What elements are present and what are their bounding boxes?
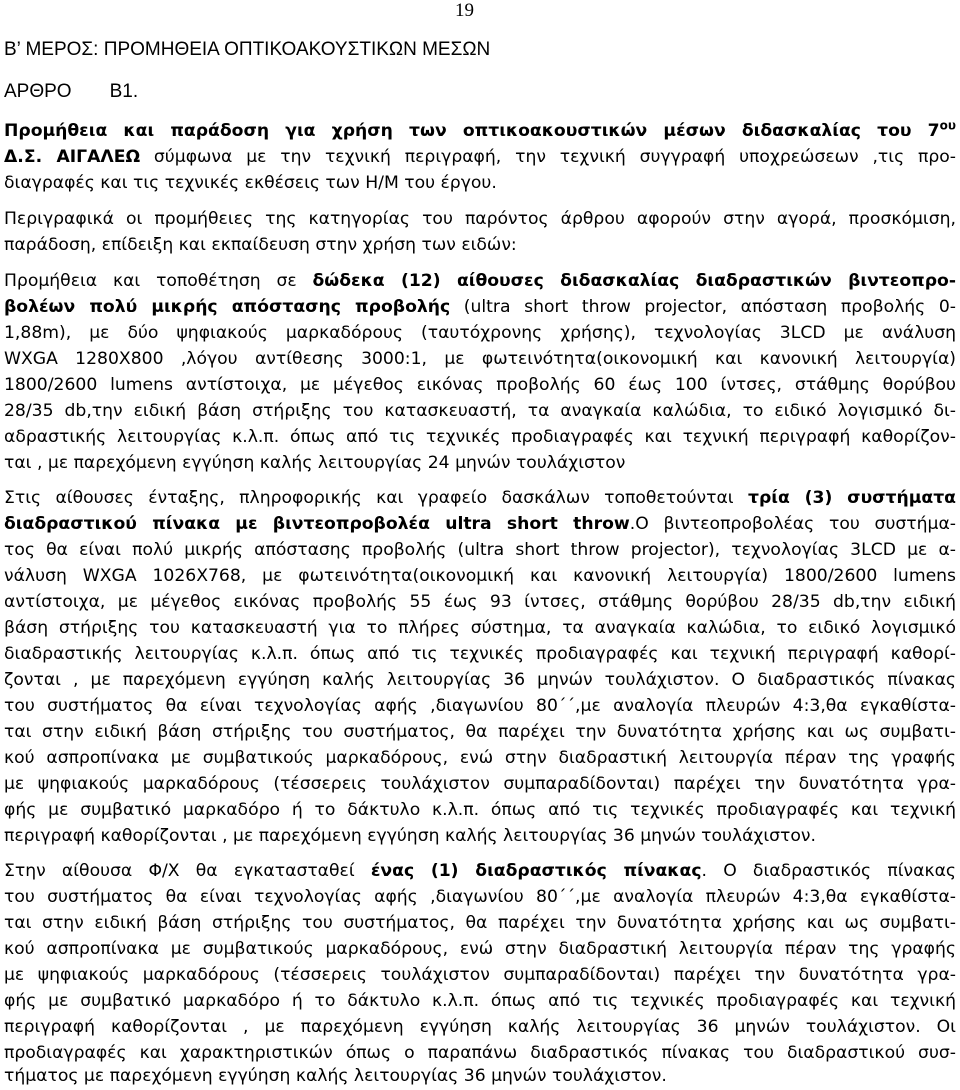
p1-line-1: Προμήθεια και τοποθέτηση σε δώδεκα (12) αίθουσες διδασκαλίας διαδραστικών βιντεοπρο- xyxy=(4,271,956,291)
p3-line-9: τήματος με παρεχόμενη εγγύηση καλής λειτουργίας 36 μηνών τουλάχιστον. xyxy=(4,1066,667,1086)
p2-line-11: κού ασπροπίνακα με συμβατικούς μαρκαδόρους, ενώ στην διαδραστική λειτουργία πέραν της γραφής xyxy=(4,748,956,768)
p3-line-3: ται στην ειδική βάση στήριξης του συστήματος, θα παρέχει την δυνατότητα χρήσης και ως συμβατι- xyxy=(4,913,956,933)
p3-line-5: με ψηφιακούς μαρκαδόρους (τέσσερεις τουλάχιστον συμπαραδίδονται) παρέχει την δυνατότητα γρα- xyxy=(4,965,956,985)
p2-line-8: ζονται , με παρεχόμενη εγγύηση καλής λειτουργίας 36 μηνών τουλάχιστον. Ο διαδραστικός πίνακας xyxy=(4,670,956,690)
intro-line-1: Προμήθεια και παράδοση για χρήση των οπτικοακουστικών μέσων διδασκαλίας του $7^{o\upsilon}$ xyxy=(4,118,956,141)
p2-line-14: περιγραφή καθορίζονται , με παρεχόμενη εγγύηση καλής λειτουργίας 36 μηνών τουλάχιστον. xyxy=(4,826,816,846)
p2-line-4: νάλυση WXGA 1026X768, με φωτεινότητα(οικονομική και κανονική λειτουργία) 1800/2600 lumens xyxy=(4,566,956,586)
p3-line-2: του συστήματος θα είναι τεχνολογίας αφής ,διαγωνίου 80΄΄,με αναλογία πλευρών 4:3,θα εγκαθίστα- xyxy=(4,887,956,907)
p2-line-7: διαδραστικής λειτουργίας κ.λ.π. όπως από τις τεχνικές προδιαγραφές και τεχνική περιγραφή καθορί- xyxy=(4,644,956,664)
p3-line-1: Στην αίθουσα Φ/Χ θα εγκατασταθεί ένας (1) διαδραστικός πίνακας. Ο διαδραστικός πίνακας xyxy=(4,861,956,881)
p1-line-6: 28/35 db,την ειδική βάση στήριξης του κατασκευαστή, τα αναγκαία καλώδια, το ειδικό λογισμικό δι- xyxy=(4,401,956,421)
p2-line-12: με ψηφιακούς μαρκαδόρους (τέσσερεις τουλάχιστον συμπαραδίδονται) παρέχει την δυνατότητα γρα- xyxy=(4,774,956,794)
p3-line-4: κού ασπροπίνακα με συμβατικούς μαρκαδόρους, ενώ στην διαδραστική λειτουργία πέραν της γραφής xyxy=(4,939,956,959)
p2-line-13: φής με συμβατικό μαρκαδόρο ή το δάκτυλο κ.λ.π. όπως από τις τεχνικές προδιαγραφές και τεχνική xyxy=(4,800,956,820)
p2-line-9: του συστήματος θα είναι τεχνολογίας αφής ,διαγωνίου 80΄΄,με αναλογία πλευρών 4:3,θα εγκαθίστα- xyxy=(4,696,956,716)
p2-line-1: Στις αίθουσες ένταξης, πληροφορικής και γραφείο δασκάλων τοποθετούνται τρία (3) συστήματα xyxy=(4,488,956,508)
article-heading xyxy=(4,78,956,106)
intro-line-3: διαγραφές και τις τεχνικές εκθέσεις των Η/Μ του έργου. xyxy=(4,173,497,193)
p2-line-3: τος θα είναι πολύ μικρής απόστασης προβολής (ultra short throw projector), τεχνολογίας 3LCD με α- xyxy=(4,540,956,560)
p2-line-5: αντίστοιχα, με μέγεθος εικόνας προβολής 55 έως 93 ίντσες, στάθμης θορύβου 28/35 db,την ειδική xyxy=(4,592,956,612)
part-title: Β’ ΜΕΡΟΣ: ΠΡΟΜΗΘΕΙΑ ΟΠΤΙΚΟΑΚΟΥΣΤΙΚΩΝ ΜΕΣΩΝ xyxy=(4,39,491,60)
p1-line-4: WXGA 1280X800 ,λόγου αντίθεσης 3000:1, με φωτεινότητα(οικονομική και κανονική λειτουργία) xyxy=(4,349,956,369)
p1-line-3: 1,88m), με δύο ψηφιακούς μαρκαδόρους (ταυτόχρονης χρήσης), τεχνολογίας 3LCD με ανάλυση xyxy=(4,323,956,343)
p1-line-5: 1800/2600 lumens αντίστοιχα, με μέγεθος εικόνας προβολής 60 έως 100 ίντσες, στάθμης θορύβου xyxy=(4,375,956,395)
p2-line-10: ται στην ειδική βάση στήριξης του συστήματος, θα παρέχει την δυνατότητα χρήσης και ως συμβατι- xyxy=(4,722,956,742)
page-number: 19 xyxy=(455,0,474,21)
p2-line-2: διαδραστικού πίνακα με βιντεοπροβολέα ultra short throw.Ο βιντεοπροβολέας του συστήμα- xyxy=(4,514,956,534)
article-label: ΑΡΘΡΟ xyxy=(4,81,72,102)
p1-line-2: βολέων πολύ μικρής απόστασης προβολής (ultra short throw projector, απόσταση προβολής 0- xyxy=(4,297,956,317)
p3-line-6: φής με συμβατικό μαρκαδόρο ή το δάκτυλο κ.λ.π. όπως από τις τεχνικές προδιαγραφές και τεχνική xyxy=(4,991,956,1011)
intro-line-2: Δ.Σ. ΑΙΓΑΛΕΩ σύμφωνα με την τεχνική περιγραφή, την τεχνική συγγραφή υποχρεώσεων ,τις προ- xyxy=(4,147,956,167)
p3-line-7: περιγραφή καθορίζονται , με παρεχόμενη εγγύηση καλής λειτουργίας 36 μηνών τουλάχιστον. Οι xyxy=(4,1017,956,1037)
descr-line-1: Περιγραφικά οι προμήθειες της κατηγορίας του παρόντος άρθρου αφορούν στην αγορά, προσκόμιση, xyxy=(4,209,956,229)
p2-line-6: βάση στήριξης του κατασκευαστή για το πλήρες σύστημα, τα αναγκαία καλώδια, το ειδικό λογισμικό xyxy=(4,618,956,638)
article-code: Β1. xyxy=(109,81,139,102)
p1-line-8: ται , με παρεχόμενη εγγύηση καλής λειτουργίας 24 μηνών τουλάχιστον xyxy=(4,453,626,473)
p1-line-7: αδραστικής λειτουργίας κ.λ.π. όπως από τις τεχνικές προδιαγραφές και τεχνική περιγραφή καθορίζον- xyxy=(4,427,956,447)
descr-line-2: παράδοση, επίδειξη και εκπαίδευση στην χρήση των ειδών: xyxy=(4,235,517,255)
p3-line-8: προδιαγραφές και χαρακτηριστικών όπως ο παραπάνω διαδραστικός πίνακας του διαδραστικού συσ- xyxy=(4,1043,956,1063)
